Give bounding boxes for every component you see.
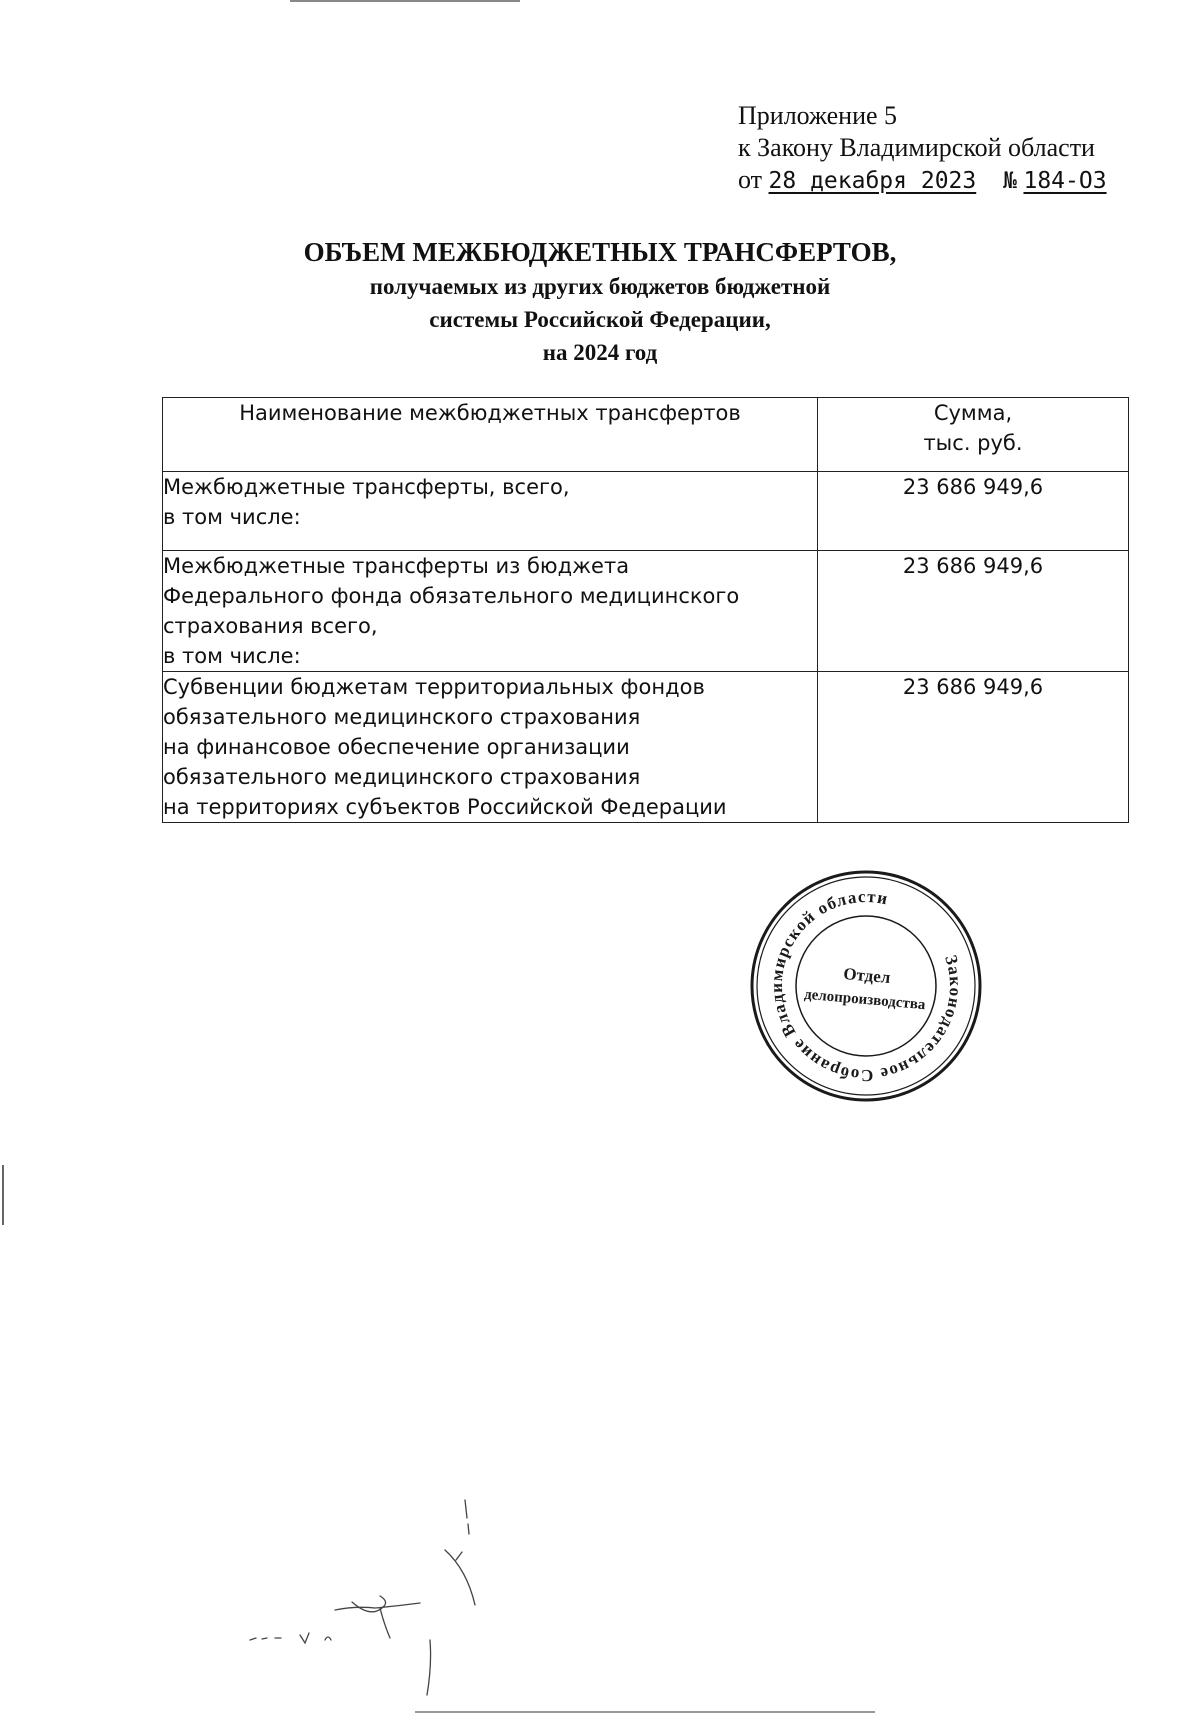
row-name-cell: Межбюджетные трансферты, всего, в том числе: bbox=[163, 472, 818, 551]
row-sum-cell: 23 686 949,6 bbox=[818, 472, 1129, 551]
title-line-3: системы Российской Федерации, bbox=[429, 307, 771, 332]
stamp-center-line-1: Отдел bbox=[842, 964, 892, 988]
transfers-table bbox=[162, 397, 1129, 823]
appendix-line-2: к Закону Владимирской области bbox=[738, 133, 1095, 162]
number-sign: № bbox=[1003, 168, 1017, 194]
scan-edge-line bbox=[415, 1711, 875, 1713]
title-line-1: ОБЪЕМ МЕЖБЮДЖЕТНЫХ ТРАНСФЕРТОВ, bbox=[303, 237, 897, 267]
official-stamp bbox=[746, 866, 986, 1106]
law-number: 184-ОЗ bbox=[1023, 168, 1107, 194]
row-sum-cell: 23 686 949,6 bbox=[818, 551, 1129, 672]
row-name-cell: Межбюджетные трансферты из бюджета Федерального фонда обязательного медицинского страхования всего, в том числе: bbox=[163, 551, 818, 672]
scan-edge-line bbox=[290, 0, 520, 2]
table-header-row bbox=[163, 398, 1129, 472]
table-row bbox=[163, 551, 1129, 672]
row-name-cell: Субвенции бюджетам территориальных фондов обязательного медицинского страхования на финансовое обеспечение организации обязательного медицинского страхования на территориях субъектов Российской Федерации bbox=[163, 672, 818, 823]
title-line-2: получаемых из других бюджетов бюджетной bbox=[369, 274, 831, 299]
scan-edge-mark bbox=[2, 1165, 4, 1225]
row-sum-cell: 23 686 949,6 bbox=[818, 672, 1129, 823]
law-date: 28 декабря 2023 bbox=[768, 168, 977, 194]
appendix-header bbox=[738, 100, 1168, 197]
handwritten-signature bbox=[240, 1490, 540, 1705]
appendix-line-3 bbox=[738, 164, 1168, 197]
table-row bbox=[163, 472, 1129, 551]
document-title bbox=[200, 234, 1000, 369]
column-header-sum: Сумма, тыс. руб. bbox=[818, 398, 1129, 472]
column-header-name: Наименование межбюджетных трансфертов bbox=[163, 398, 818, 472]
appendix-prefix: от bbox=[738, 165, 763, 194]
stamp-center-line-2: делопроизводства bbox=[803, 986, 927, 1014]
table-row bbox=[163, 672, 1129, 823]
svg-text:Законодательное Собрание Влади bbox=[746, 866, 986, 1106]
stamp-ring-text: Законодательное Собрание Владимирской области bbox=[766, 886, 966, 1086]
appendix-line-1: Приложение 5 bbox=[738, 101, 898, 130]
title-line-4: на 2024 год bbox=[542, 340, 658, 365]
